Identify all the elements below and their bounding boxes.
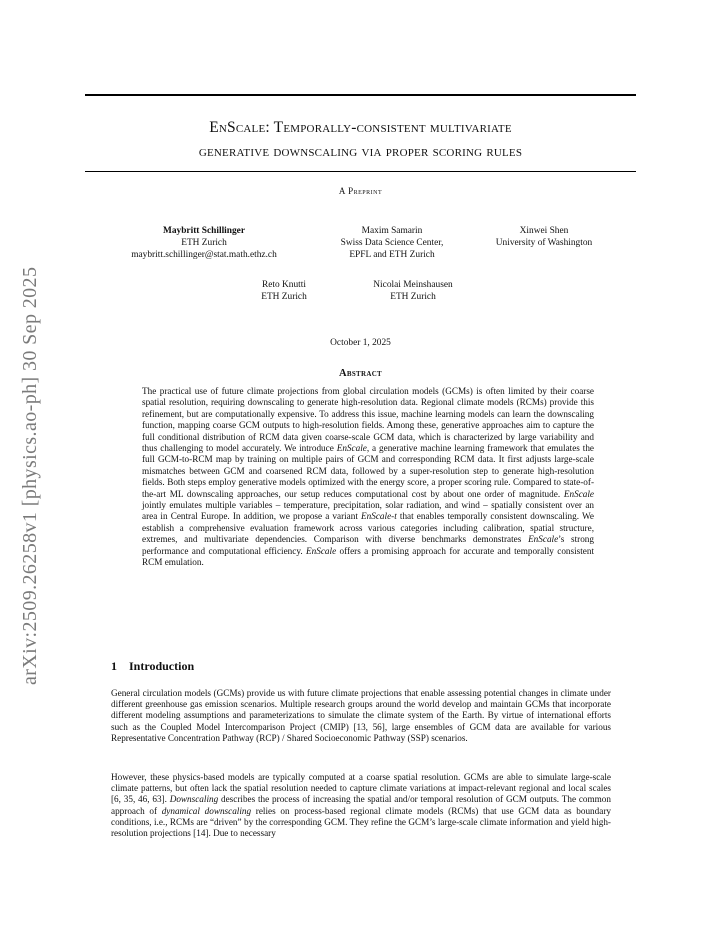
preprint-label: A Preprint	[338, 186, 383, 196]
publication-date: October 1, 2025	[330, 338, 391, 348]
abstract-text: The practical use of future climate projections from global circulation models (GCMs) is often limited by their coarse spatial resolution, requiring downscaling to generate high-resolution data. Regional climate models (RCMs) provide this refinement, but are computationally expensive. To address this issue, machine learning models can learn the downscaling function, mapping coarse GCM outputs to high-resolution fields. Among these, generative approaches aim to capture the full conditional distribution of RCM data given coarse-scale GCM data, which is characterized by large variability and thus challenging to model accurately. We introduce	[142, 386, 594, 454]
author-name: Nicolai Meinshausen	[373, 280, 453, 290]
abstract-emphasis: EnScale	[336, 443, 367, 454]
body-text: However, these physics-based models are typically computed at a coarse spatial resolution. GCMs are able to simulate large-scale climate patterns, but often lack the spatial resolution needed to capture climate variations at impact-relevant regional and local scales [6, 35, 46, 63].	[111, 772, 611, 805]
body-paragraph: General circulation models (GCMs) provide us with future climate projections that enable assessing potential changes in climate under different greenhouse gas emission scenarios. Multiple research groups around the world develop and maintain GCMs that incorporate different modeling assumptions and parameterizations to simulate the climate system of the Earth. By virtue of international efforts such as the Coupled Model Intercomparison Project (CMIP) [13, 56], large ensembles of GCM data are available for various Representative Concentration Pathway (RCP) / Shared Socioeconomic Pathway (SSP) scenarios.	[111, 688, 611, 743]
title-top-rule	[85, 94, 636, 96]
author-name: Maxim Samarin	[361, 226, 423, 236]
abstract-text: jointly emulates multiple variables – temperature, precipitation, solar radiation, and wind – spatially consistent over an area in Central Europe. In addition, we propose a variant	[142, 500, 594, 522]
paper-title	[85, 116, 636, 164]
abstract-emphasis: EnScale	[306, 545, 337, 556]
section-heading	[111, 659, 194, 674]
author-block	[239, 279, 329, 303]
section-number: 1	[111, 659, 117, 673]
author-affiliation: ETH Zurich	[390, 292, 436, 302]
author-email: maybritt.schillinger@stat.math.ethz.ch	[131, 250, 277, 260]
author-name: Reto Knutti	[261, 280, 306, 290]
body-text: describes the process of increasing the spatial and/or temporal resolution of GCM outputs. The common approach of	[111, 794, 611, 816]
author-name: Xinwei Shen	[519, 226, 569, 236]
body-paragraph	[111, 772, 611, 839]
abstract-heading: Abstract	[338, 368, 383, 379]
abstract-emphasis: EnScale	[563, 488, 594, 499]
author-affiliation: ETH Zurich	[181, 238, 227, 248]
author-affiliation: University of Washington	[495, 238, 593, 248]
title-line-1: EnScale: Temporally-consistent multivariate	[209, 119, 512, 136]
title-line-2: generative downscaling via proper scoring rules	[198, 143, 523, 160]
abstract-text: that enables temporally consistent downscaling. We establish a comprehensive evaluation framework across various categories including calibration, spatial structure, extremes, and multivariate dependencies. Comparison with diverse benchmarks demonstrates	[142, 511, 594, 545]
author-affiliation: ETH Zurich	[261, 292, 307, 302]
abstract-emphasis: EnScale	[528, 534, 559, 545]
section-title: Introduction	[129, 659, 195, 673]
body-text: relies on process-based regional climate models (RCMs) that use GCM data as boundary conditions, i.e., RCMs are “driven” by the corresponding GCM. They refine the GCM’s large-scale climate information and yield high-resolution projections [14]. Due to necessary	[111, 805, 611, 839]
abstract-emphasis: EnScale-t	[361, 511, 397, 522]
abstract-text: ’s strong performance and computational efficiency.	[142, 534, 594, 556]
abstract-text: offers a promising approach for accurate and temporally consistent RCM emulation.	[142, 545, 595, 568]
author-block	[312, 225, 472, 261]
abstract-body	[142, 386, 594, 569]
arxiv-identifier: arXiv:2509.26258v1 [physics.ao-ph] 30 Sep 2025	[19, 266, 41, 685]
author-block	[104, 225, 304, 261]
title-bottom-rule	[85, 171, 636, 172]
author-block	[353, 279, 473, 303]
author-affiliation: EPFL and ETH Zurich	[349, 250, 435, 260]
body-emphasis: dynamical downscaling	[161, 805, 252, 816]
abstract-text: , a generative machine learning framework that emulates the full GCM-to-RCM map by training on multiple pairs of GCM and corresponding RCM data. It first adjusts large-scale mismatches between GCM and coarsened RCM data, followed by a super-resolution step to generate high-resolution fields. Both steps employ generative models optimized with the energy score, a proper scoring rule. Compared to state-of-the-art ML downscaling approaches, our setup reduces computational cost by about one order of magnitude.	[142, 443, 594, 499]
body-emphasis: Downscaling	[169, 794, 219, 805]
author-name: Maybritt Schillinger	[162, 226, 246, 236]
author-block	[474, 225, 614, 249]
author-affiliation: Swiss Data Science Center,	[340, 238, 444, 248]
